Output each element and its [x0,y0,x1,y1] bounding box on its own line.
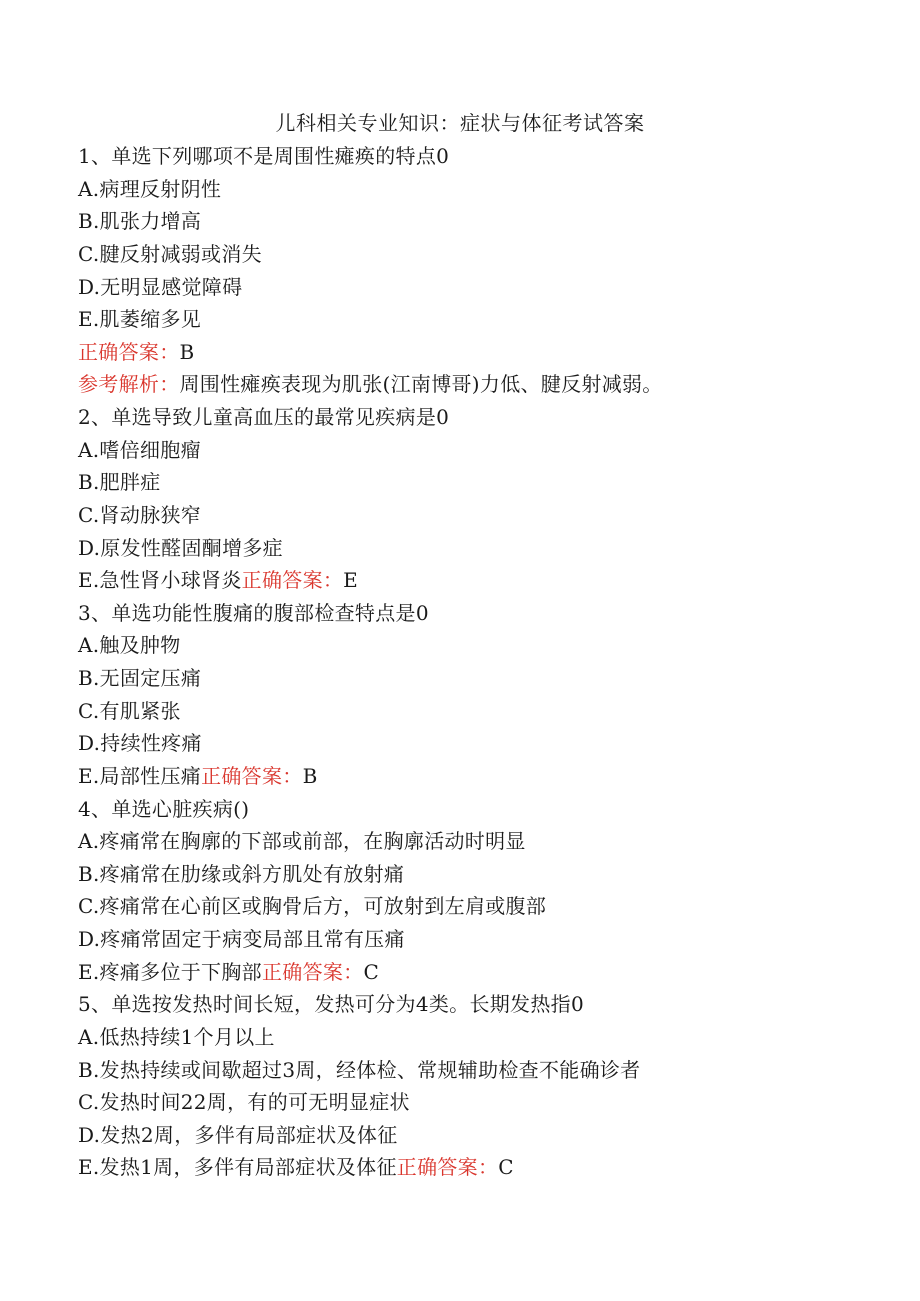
question-2-option-d: D.原发性醛固酮增多症 [78,536,283,560]
question-1-stem: 1、单选下列哪项不是周围性瘫痪的特点0 [78,144,450,168]
question-1-analysis [78,369,663,399]
answer-label: 正确答案： [241,568,344,592]
question-2-option-a: A.嗜倍细胞瘤 [78,438,201,462]
question-5-option-a: A.低热持续1个月以上 [78,1025,275,1049]
question-1-option-b: B.肌张力增高 [78,209,202,233]
question-4-stem: 4、单选心脏疾病() [78,797,250,821]
question-3-option-a: A.触及肿物 [78,633,181,657]
answer-value: E [343,568,359,592]
question-4-option-c: C.疼痛常在心前区或胸骨后方，可放射到左肩或腹部 [78,894,547,918]
question-5-stem: 5、单选按发热时间长短，发热可分为4类。长期发热指0 [78,992,584,1016]
question-2-option-b: B.肥胖症 [78,470,161,494]
question-5-option-d: D.发热2周，多伴有局部症状及体征 [78,1123,398,1147]
question-3-option-e [78,761,318,791]
question-4-option-a: A.疼痛常在胸廓的下部或前部，在胸廓活动时明显 [78,829,526,853]
analysis-text: 周围性瘫痪表现为肌张(江南博哥)力低、腱反射减弱。 [179,372,663,396]
question-4-option-e [78,957,379,987]
answer-value: C [498,1155,514,1179]
question-1-option-a: A.病理反射阴性 [78,177,222,201]
page-title: 儿科相关专业知识：症状与体征考试答案 [275,111,645,135]
question-4-option-d: D.疼痛常固定于病变局部且常有压痛 [78,927,405,951]
question-2-stem: 2、单选导致儿童高血压的最常见疾病是0 [78,405,450,429]
question-5-option-e [78,1152,514,1182]
question-1-answer [78,337,195,367]
question-3-option-d: D.持续性疼痛 [78,731,202,755]
answer-label: 正确答案： [261,960,364,984]
option-e-text: E.疼痛多位于下胸部 [78,960,262,984]
question-2-option-e [78,565,358,595]
option-e-text: E.急性肾小球肾炎 [78,568,242,592]
answer-value: C [363,960,380,984]
question-3-option-c: C.有肌紧张 [78,699,181,723]
answer-label: 正确答案： [396,1155,499,1179]
answer-label: 正确答案： [78,340,180,364]
option-e-text: E.局部性压痛 [78,764,202,788]
question-5-option-b: B.发热持续或间歇超过3周，经体检、常规辅助检查不能确诊者 [78,1058,641,1082]
answer-value: B [302,764,318,788]
question-3-stem: 3、单选功能性腹痛的腹部检查特点是0 [78,601,429,625]
question-3-option-b: B.无固定压痛 [78,666,202,690]
answer-value: B [179,340,195,364]
question-4-option-b: B.疼痛常在肋缘或斜方肌处有放射痛 [78,862,405,886]
answer-label: 正确答案： [201,764,303,788]
question-1-option-c: C.腱反射减弱或消失 [78,242,262,266]
question-5-option-c: C.发热时间22周，有的可无明显症状 [78,1090,410,1114]
option-e-text: E.发热1周，多伴有局部症状及体征 [78,1155,397,1179]
question-1-option-d: D.无明显感觉障碍 [78,275,243,299]
analysis-label: 参考解析： [78,372,180,396]
question-1-option-e: E.肌萎缩多见 [78,307,202,331]
question-2-option-c: C.肾动脉狭窄 [78,503,202,527]
